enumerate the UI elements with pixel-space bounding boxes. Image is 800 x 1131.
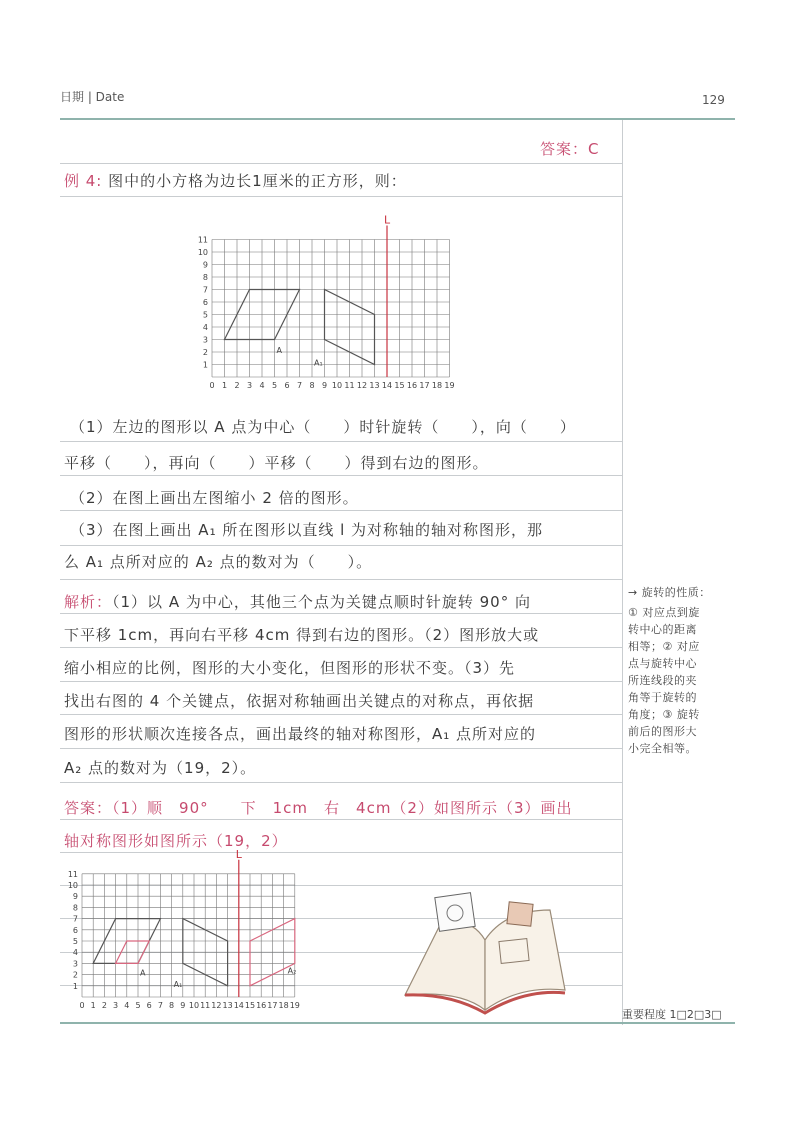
x-tick-label: 0 (79, 1001, 85, 1010)
example-heading (64, 170, 407, 191)
x-tick-label: 4 (259, 381, 265, 390)
y-tick-label: 1 (72, 981, 78, 991)
x-tick-label: 18 (431, 381, 443, 390)
y-tick-label: 5 (72, 937, 78, 946)
x-tick-label: 6 (284, 381, 290, 390)
date-label: 日期 | Date (60, 90, 125, 104)
y-tick-label: 1 (202, 360, 208, 370)
example-question: 图中的小方格为边长1厘米的正方形，则： (108, 172, 407, 190)
side-note-title-text: 旋转的性质： (641, 586, 711, 599)
y-tick-label: 8 (202, 273, 208, 282)
ruled-line (60, 545, 622, 546)
x-tick-label: 15 (394, 381, 405, 390)
y-tick-label: 2 (202, 348, 208, 357)
x-tick-label: 17 (419, 381, 430, 390)
ruled-line (60, 613, 622, 614)
y-tick-label: 9 (202, 260, 208, 270)
figure-top (190, 205, 480, 400)
x-tick-label: 13 (222, 1001, 233, 1010)
x-tick-label: 6 (146, 1001, 152, 1010)
analysis-line-3: 缩小相应的比例，图形的大小变化，但图形的形状不变。（3）先 (64, 659, 516, 677)
y-tick-label: 6 (202, 298, 208, 307)
x-tick-label: 9 (321, 381, 328, 390)
x-tick-label: 1 (90, 1001, 96, 1010)
side-note-line-8: 前后的图形大 (628, 725, 697, 738)
side-note-line-5: 所连线段的夹 (628, 674, 697, 687)
y-tick-label: 2 (72, 970, 78, 980)
side-note-line-9: 小完全相等。 (628, 742, 697, 755)
x-tick-label: 13 (369, 381, 380, 390)
x-tick-label: 3 (246, 381, 253, 390)
side-note-line-3: 相等；② 对应 (628, 640, 700, 653)
ruled-line (60, 782, 622, 783)
x-tick-label: 11 (344, 381, 355, 390)
bottom-grid (68, 848, 300, 1010)
y-tick-label: 5 (202, 310, 208, 320)
x-tick-label: 16 (406, 381, 418, 390)
analysis-line-2: 下平移 1cm，再向右平移 4cm 得到右边的图形。（2）图形放大或 (64, 626, 540, 644)
side-note-line-7: 角度；③ 旋转 (628, 708, 700, 721)
x-tick-label: 5 (271, 381, 278, 390)
answer-line-2: 轴对称图形如图所示（19，2） (64, 832, 288, 850)
y-tick-label: 9 (72, 892, 78, 902)
x-tick-label: 0 (209, 381, 215, 390)
y-tick-label: 11 (67, 869, 78, 879)
margin-line (622, 120, 623, 1025)
question-3-line-2: 么 A₁ 点所对应的 A₂ 点的数对为（ ）。 (64, 553, 373, 571)
ruled-line (60, 510, 622, 511)
ruled-line (60, 748, 622, 749)
x-tick-label: 18 (278, 1001, 289, 1010)
ruled-line (60, 475, 622, 476)
y-tick-label: 10 (197, 248, 208, 257)
top-rule (60, 118, 735, 120)
ruled-line (60, 163, 622, 164)
analysis-line-4: 找出右图的 4 个关键点，依据对称轴画出关键点的对称点，再依据 (64, 692, 535, 710)
x-tick-label: 3 (113, 1001, 119, 1010)
x-tick-label: 8 (169, 1001, 175, 1010)
x-tick-label: 9 (180, 1001, 186, 1010)
ruled-line (60, 714, 622, 715)
question-1-line-1: （1）左边的图形以 A 点为中心（ ）时针旋转（ ），向（ ） (70, 418, 576, 436)
y-tick-label: 8 (72, 903, 78, 913)
example-label: 例 4: (64, 172, 103, 190)
ruled-line (60, 681, 622, 682)
x-tick-label: 2 (101, 1001, 107, 1010)
importance-rating: 重要程度 1□2□3□ (622, 1008, 722, 1021)
point-a-label: A (276, 346, 282, 355)
analysis-line-1 (64, 591, 531, 612)
x-tick-label: 19 (444, 381, 455, 390)
figure-bottom (60, 847, 330, 1025)
point-a1-label: A₁ (314, 358, 323, 368)
x-tick-label: 5 (135, 1001, 141, 1010)
side-note-line-4: 点与旋转中心 (628, 657, 697, 670)
y-tick-label: 7 (202, 285, 208, 295)
y-tick-label: 11 (197, 235, 208, 245)
x-tick-label: 7 (296, 381, 303, 390)
x-tick-label: 12 (356, 381, 368, 390)
x-tick-label: 10 (188, 1001, 200, 1010)
analysis-line-6: A₂ 点的数对为（19，2）。 (64, 759, 257, 777)
x-tick-label: 15 (244, 1001, 256, 1010)
axis-line-label: L (384, 213, 391, 227)
side-note-line-2: 转中心的距离 (628, 623, 697, 636)
ruled-line (60, 579, 622, 580)
answer-line-1: 答案：（1）顺 90° 下 1cm 右 4cm（2）如图所示（3）画出 (64, 799, 573, 817)
axis-line-label: L (235, 847, 242, 861)
y-tick-label: 4 (72, 948, 78, 958)
ruled-line (60, 819, 622, 820)
page-number: 129 (702, 93, 725, 107)
x-tick-label: 2 (234, 381, 240, 390)
bottom-rule (60, 1022, 735, 1024)
x-tick-label: 14 (233, 1001, 244, 1010)
point-a2-label: A₂ (287, 966, 297, 976)
x-tick-label: 11 (200, 1001, 211, 1010)
previous-answer: 答案：C (540, 140, 600, 158)
point-a-label: A (140, 968, 146, 978)
ruled-line (60, 196, 622, 197)
ruled-line (60, 647, 622, 648)
x-tick-label: 12 (211, 1001, 222, 1010)
analysis-label: 解析： (64, 593, 113, 611)
side-note-title: → 旋转的性质： (628, 586, 711, 599)
side-note-line-1: ① 对应点到旋 (628, 606, 700, 619)
x-tick-label: 10 (331, 381, 343, 390)
y-tick-label: 10 (67, 881, 78, 890)
side-note-line-6: 角等于旋转的 (628, 691, 697, 704)
question-3-line-1: （3）在图上画出 A₁ 所在图形以直线 l 为对称轴的轴对称图形，那 (70, 521, 544, 539)
y-tick-label: 4 (202, 323, 208, 332)
x-tick-label: 8 (309, 381, 315, 390)
analysis-line-5: 图形的形状顺次连接各点，画出最终的轴对称图形，A₁ 点所对应的 (64, 725, 537, 743)
y-tick-label: 3 (72, 959, 78, 969)
ruled-line (60, 852, 622, 853)
question-2: （2）在图上画出左图缩小 2 倍的图形。 (70, 489, 359, 507)
open-book-illustration (400, 885, 570, 1015)
point-a1-label: A₁ (173, 979, 183, 989)
x-tick-label: 17 (267, 1001, 278, 1010)
x-tick-label: 4 (124, 1001, 130, 1010)
x-tick-label: 14 (381, 381, 393, 390)
y-tick-label: 6 (72, 925, 78, 935)
y-tick-label: 7 (72, 914, 78, 924)
x-tick-label: 19 (289, 1001, 300, 1010)
question-1-line-2: 平移（ ），再向（ ）平移（ ）得到右边的图形。 (64, 454, 489, 472)
x-tick-label: 16 (256, 1001, 267, 1010)
ruled-line (60, 441, 622, 442)
top-grid (198, 214, 455, 391)
analysis-text-1: （1）以 A 为中心，其他三个点为关键点顺时针旋转 90° 向 (112, 593, 531, 611)
y-tick-label: 3 (202, 335, 208, 345)
x-tick-label: 7 (157, 1001, 163, 1010)
x-tick-label: 1 (221, 381, 228, 390)
